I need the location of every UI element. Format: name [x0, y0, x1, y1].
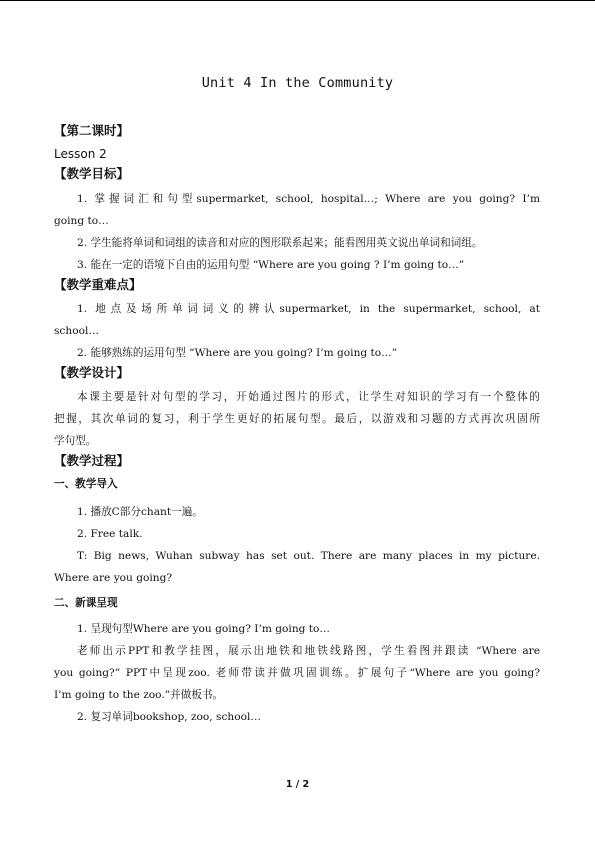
section-2-para-line-3: I’m going to the zoo.”并做板书。	[54, 689, 224, 701]
objective-item-1-cont: going to…	[54, 215, 109, 227]
section-2-para-line-2: you going?” PPT中呈现zoo. 老师带读并做巩固训练。扩展句子“Where are you going?	[54, 667, 540, 679]
section-1-item-1: 1. 播放C部分chant一遍。	[77, 506, 203, 518]
section-2-title: 二、新课呈现	[54, 597, 118, 609]
objectives-heading: 【教学目标】	[54, 166, 130, 181]
section-1-talk-line-2: Where are you going?	[54, 572, 173, 584]
page-number: 1 / 2	[285, 779, 310, 790]
objective-item-3: 3. 能在一定的语境下自由的运用句型 “Where are you going ? I’m going to…”	[77, 259, 465, 271]
design-line-3: 学句型。	[54, 435, 97, 447]
key-points-heading: 【教学重难点】	[54, 277, 142, 292]
design-line-2: 把握，其次单词的复习，利于学生更好的拓展句型。最后，以游戏和习题的方式再次巩固所	[54, 413, 540, 425]
design-line-1: 本课主要是针对句型的学习，开始通过图片的形式，让学生对知识的学习有一个整体的	[77, 391, 540, 403]
section-1-title: 一、教学导入	[54, 478, 118, 490]
section-1-talk-line-1: T: Big news, Wuhan subway has set out. There are many places in my picture.	[77, 550, 540, 562]
key-point-item-1-cont: school…	[54, 325, 99, 337]
objective-item-1: 1. 掌握词汇和句型supermarket, school, hospital…; Where are you going? I’m	[77, 193, 540, 205]
process-heading: 【教学过程】	[54, 453, 130, 468]
top-border-line	[0, 0, 595, 1]
objective-item-2: 2. 学生能将单词和词组的读音和对应的图形联系起来；能看图用英文说出单词和词组。	[77, 237, 483, 249]
period-heading: 【第二课时】	[54, 123, 130, 138]
lesson-label: Lesson 2	[54, 147, 107, 161]
document-title: Unit 4 In the Community	[201, 75, 394, 91]
key-point-item-2: 2. 能够熟练的运用句型 “Where are you going? I’m going to…”	[77, 347, 398, 359]
design-heading: 【教学设计】	[54, 365, 130, 380]
section-2-para-line-1: 老师出示PPT和教学挂图，展示出地铁和地铁线路图，学生看图并跟读 “Where are	[77, 645, 540, 657]
section-2-item-1: 1. 呈现句型Where are you going? I’m going to…	[77, 623, 331, 635]
section-1-item-2: 2. Free talk.	[77, 528, 143, 540]
key-point-item-1: 1. 地点及场所单词词义的辨认supermarket, in the supermarket, school, at	[77, 303, 540, 315]
section-2-item-2: 2. 复习单词bookshop, zoo, school…	[77, 711, 261, 723]
